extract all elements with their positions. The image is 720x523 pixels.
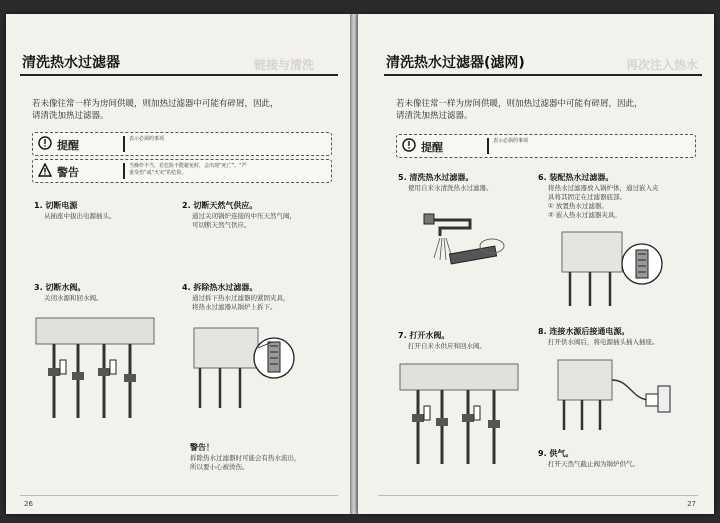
step-4-line: 通过拆下热水过滤器的紧固夹具， bbox=[192, 294, 290, 302]
notice-tip bbox=[32, 132, 332, 156]
step-9-line: 打开天然气截止阀为锅炉供气。 bbox=[548, 460, 639, 468]
footer-rule bbox=[20, 495, 338, 496]
filter-removal-illustration bbox=[190, 312, 300, 412]
step-4-body bbox=[192, 294, 290, 312]
step-6-line: 将热水过滤器放入锅炉体，通过嵌入夹 bbox=[548, 184, 659, 192]
warning-triangle-icon bbox=[38, 163, 52, 177]
book-spine bbox=[350, 14, 358, 514]
notice-divider bbox=[123, 163, 125, 179]
notice-warning-text: 当操作不当，若危险不能避免时，会出现“死亡”、“严重受伤”或“火灾”的危险。 bbox=[129, 163, 247, 176]
ghost-heading: 链接与清洗 bbox=[254, 58, 315, 72]
exclamation-circle-icon bbox=[38, 136, 52, 150]
valve-pipes-illustration bbox=[34, 312, 158, 422]
step-9-body bbox=[548, 460, 639, 469]
step-8-line: 打开供水阀后，将电源插头插入插座。 bbox=[548, 338, 659, 346]
step-4-line: 将热水过滤器从锅炉上拆下。 bbox=[192, 303, 277, 311]
right-page bbox=[358, 14, 714, 514]
washing-filter-illustration bbox=[420, 206, 520, 286]
notice-divider bbox=[487, 138, 489, 154]
notice-divider bbox=[123, 136, 125, 152]
intro-line-2: 请清洗加热过滤器。 bbox=[396, 111, 473, 121]
step-6-body bbox=[548, 184, 659, 220]
step-6-title: 6. 装配热水过滤器。 bbox=[538, 173, 614, 182]
step-3-body bbox=[44, 294, 103, 303]
footer-rule bbox=[378, 495, 698, 496]
step-2-title: 2. 切断天然气供应。 bbox=[182, 201, 258, 210]
step-5-body bbox=[408, 184, 493, 193]
step-6-line: ② 嵌入热水过滤器夹具。 bbox=[548, 211, 621, 219]
step-1-body bbox=[44, 212, 116, 221]
step-7-body bbox=[408, 342, 486, 351]
notice-warning-label: 警告 bbox=[57, 166, 79, 179]
step-3-title: 3. 切断水阀。 bbox=[34, 283, 86, 292]
ghost-heading: 再次注入热水 bbox=[626, 58, 699, 72]
notice-tip-text: 表示必须的事项 bbox=[493, 138, 529, 144]
notice-warning bbox=[32, 159, 332, 183]
page-number: 26 bbox=[24, 500, 33, 508]
notice-tip-label: 提醒 bbox=[57, 139, 79, 152]
step-3-line: 关闭水源和回水阀。 bbox=[44, 294, 103, 302]
caution-body bbox=[190, 454, 301, 472]
step-8-title: 8. 连接水源后接通电源。 bbox=[538, 327, 630, 336]
step-8-body bbox=[548, 338, 659, 347]
step-5-title: 5. 清洗热水过滤器。 bbox=[398, 173, 474, 182]
intro-text bbox=[32, 98, 279, 122]
page-title: 清洗热水过滤器 bbox=[22, 55, 120, 71]
caution-line: 所以要小心被烫伤。 bbox=[190, 463, 249, 471]
step-2-body bbox=[192, 212, 296, 230]
notice-tip bbox=[396, 134, 696, 158]
filter-assembly-illustration bbox=[558, 228, 668, 308]
step-7-line: 打开自来水供应和回水阀。 bbox=[408, 342, 486, 350]
page-title: 清洗热水过滤器(滤网) bbox=[386, 55, 525, 71]
plug-in-illustration bbox=[554, 356, 674, 432]
step-2-line: 通过关闭锅炉连接的中压天然气阀， bbox=[192, 212, 296, 220]
caution-title: 警告！ bbox=[190, 443, 214, 452]
step-9-title: 9. 供气。 bbox=[538, 449, 574, 458]
intro-line-1: 若未像往常一样为房间供暖，则加热过滤器中可能有碎屑，因此， bbox=[396, 99, 643, 109]
step-2-line: 可切断天然气供应。 bbox=[192, 221, 251, 229]
step-7-title: 7. 打开水阀。 bbox=[398, 331, 450, 340]
caution-line: 拆除热水过滤器时可能会有热水流出， bbox=[190, 454, 301, 462]
intro-text bbox=[396, 98, 643, 122]
step-4-title: 4. 拆除热水过滤器。 bbox=[182, 283, 258, 292]
valve-pipes-illustration bbox=[398, 358, 522, 468]
step-6-line: ① 放置热水过滤器。 bbox=[548, 202, 608, 210]
left-page bbox=[6, 14, 350, 514]
notice-tip-text: 表示必须的事项 bbox=[129, 136, 165, 142]
step-1-title: 1. 切断电源 bbox=[34, 201, 78, 210]
step-6-line: 具将其固定在过滤器底部。 bbox=[548, 193, 626, 201]
exclamation-circle-icon bbox=[402, 138, 416, 152]
step-1-line: 从插座中拔出电源插头。 bbox=[44, 212, 116, 220]
step-5-line: 使用自来水清洗热水过滤器。 bbox=[408, 184, 493, 192]
page-number: 27 bbox=[687, 500, 696, 508]
notice-tip-label: 提醒 bbox=[421, 141, 443, 154]
intro-line-1: 若未像往常一样为房间供暖，则加热过滤器中可能有碎屑，因此， bbox=[32, 99, 279, 109]
intro-line-2: 请清洗加热过滤器。 bbox=[32, 111, 109, 121]
title-rule bbox=[384, 74, 702, 76]
title-rule bbox=[20, 74, 338, 76]
